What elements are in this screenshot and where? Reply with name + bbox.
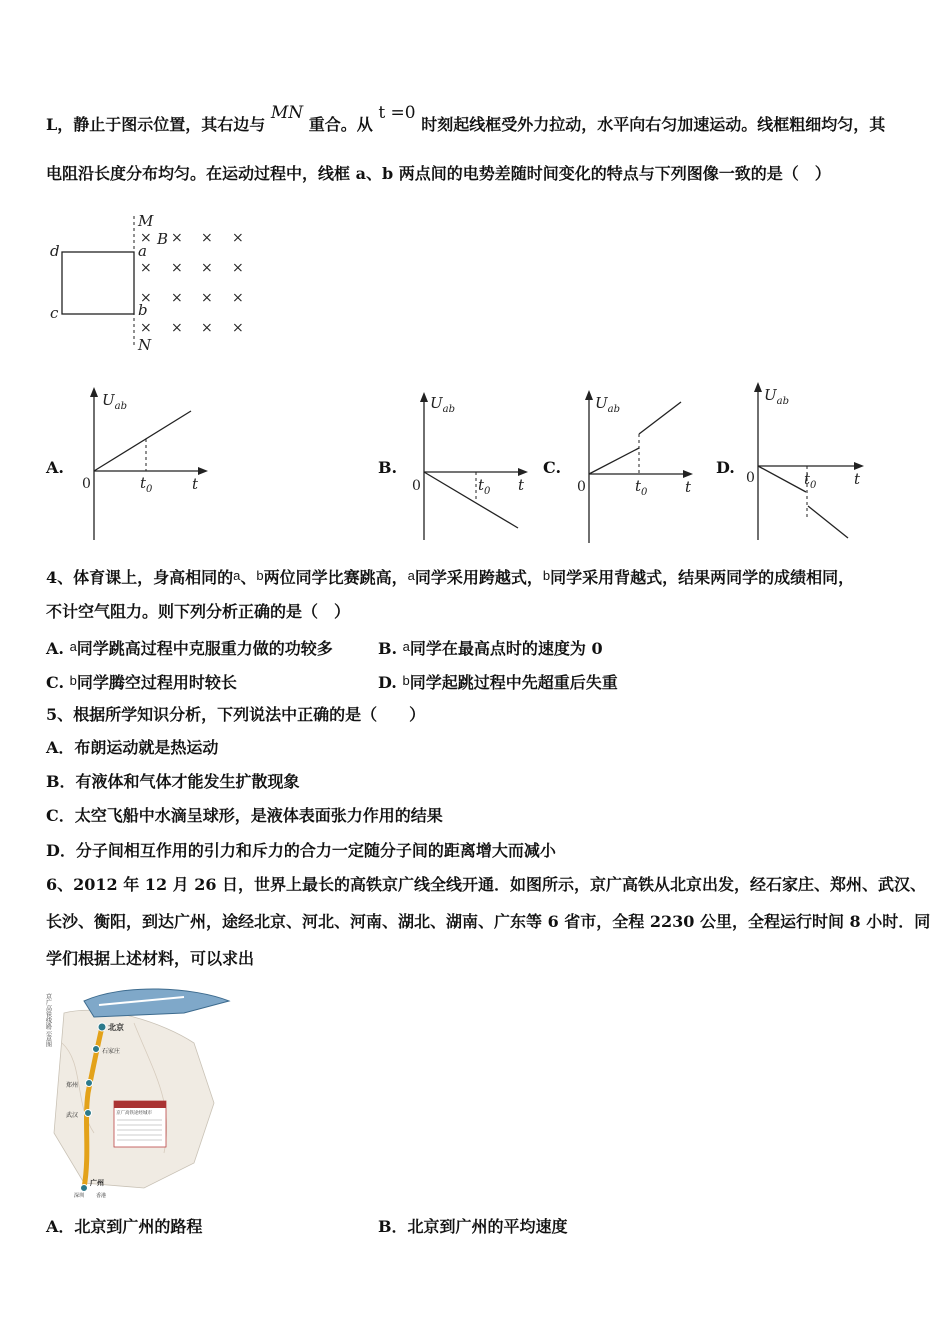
label-b-field: B [157,230,169,248]
q3-stem-line2: 电阻沿长度分布均匀。在运动过程中，线框 a、b 两点间的电势差随时间变化的特点与下列图像一致的是（ ） [46,164,831,183]
var: b [402,673,410,688]
t0-label: $t_0$ [478,476,491,497]
q3-graph-c [573,388,703,548]
option-text: 同学起跳过程中先超重后失重 [409,673,618,692]
q4-stem-line2: 不计空气阻力。则下列分析正确的是（ ） [46,602,351,621]
q6-option-a[interactable]: A．北京到广州的路程 [46,1217,203,1236]
q4-option-c[interactable] [46,670,237,694]
cross: × [140,290,152,306]
wuhan-dot [85,1110,92,1117]
q4-text: 、 [240,568,257,587]
label-d: d [50,242,60,260]
cross: × [201,320,213,336]
y-label: $U_{ab}$ [595,394,621,415]
label-hongkong: 香港 [96,1193,107,1199]
q5-option-b[interactable]: B．有液体和气体才能发生扩散现象 [46,772,300,791]
guangzhou-dot [81,1185,88,1192]
cross: × [171,260,183,276]
x-label: t [192,475,199,493]
cross: × [140,260,152,276]
label-b: b [138,301,148,319]
option-text: 同学在最高点时的速度为 0 [409,639,603,658]
q3-option-a-label[interactable]: A. [46,458,64,477]
label-c: c [50,304,59,322]
q6-stem-line3: 学们根据上述材料，可以求出 [46,949,255,968]
cross: × [232,290,244,306]
q4-text: 两位同学比赛跳高， [263,568,408,587]
origin-label: 0 [82,476,91,492]
x-label: t [685,478,692,496]
t0-label: $t_0$ [140,474,153,495]
q3-option-b-label[interactable]: B. [378,458,398,477]
q3-mn: MN [270,103,304,123]
zhengzhou-dot [86,1080,93,1087]
q3-option-d-label[interactable]: D. [716,458,735,477]
q5-option-d[interactable]: D．分子间相互作用的引力和斥力的合力一定随分子间的距离增大而减小 [46,841,556,860]
label-m: M [138,212,154,230]
cross: × [140,230,152,246]
cross: × [232,260,244,276]
q3-text: L，静止于图示位置，其右边与 [46,115,266,134]
q4-text: 同学采用跨越式， [414,568,543,587]
option-letter: D. [378,673,397,692]
q3-t0: t =0 [378,103,416,123]
x-arrow [198,467,208,475]
var: b [69,673,77,688]
graph-line-2 [639,402,681,434]
y-arrow [90,387,98,397]
label-shenzhen: 深圳 [74,1193,85,1199]
q5-option-a[interactable]: A．布朗运动就是热运动 [46,738,219,757]
wire-frame [62,252,134,314]
graph-line-1 [758,466,806,492]
cross: × [140,320,152,336]
x-arrow [518,468,528,476]
q6-option-b[interactable]: B．北京到广州的平均速度 [378,1217,568,1236]
q4-option-b[interactable] [378,636,603,660]
info-box-title: 京广高铁途经城市 [116,1111,152,1116]
var-b: b [542,568,551,583]
graph-line [424,472,518,528]
origin-label: 0 [412,478,421,494]
info-box-header [114,1101,166,1108]
x-label: t [854,470,861,488]
cross: × [171,290,183,306]
cross: × [171,230,183,246]
x-label: t [518,476,525,494]
cross: × [232,230,244,246]
var: a [69,639,77,654]
y-arrow [420,392,428,402]
t0-label: $t_0$ [804,470,817,491]
cross: × [201,260,213,276]
option-letter: B. [378,639,398,658]
graph-line [94,411,191,471]
q4-stem-line1 [46,565,854,589]
label-beijing: 北京 [108,1022,124,1032]
graph-line-1 [589,448,639,474]
y-arrow [585,390,593,400]
q4-text: 4、体育课上，身高相同的 [46,568,234,587]
x-arrow [683,470,693,478]
var: a [402,639,410,654]
origin-label: 0 [746,470,755,486]
y-label: $U_{ab}$ [430,394,456,415]
graph-line-2 [808,506,848,538]
cross: × [201,230,213,246]
cross: × [201,290,213,306]
option-text: 同学跳高过程中克服重力做的功较多 [76,639,333,658]
field-crosses [140,230,244,336]
var-a: a [233,568,241,583]
label-zhengzhou: 郑州 [66,1082,79,1089]
y-label: $U_{ab}$ [764,386,790,407]
t0-label: $t_0$ [635,477,648,498]
q3-field-figure [50,208,260,358]
q6-railway-map [44,983,232,1199]
q3-stem-line1 [46,103,886,136]
q3-option-c-label[interactable]: C. [543,458,562,477]
shijiazhuang-dot [93,1046,100,1053]
q4-option-d[interactable] [378,670,618,694]
q4-option-a[interactable] [46,636,333,660]
option-letter: A. [46,639,64,658]
q4-text: 同学采用背越式，结果两同学的成绩相同， [550,568,855,587]
label-a: a [138,242,147,260]
label-wuhan: 武汉 [66,1112,79,1119]
y-label: $U_{ab}$ [102,391,128,412]
label-guangzhou: 广州 [90,1178,104,1187]
x-arrow [854,462,864,470]
q5-stem: 5、根据所学知识分析，下列说法中正确的是（ ） [46,705,426,724]
cross: × [232,320,244,336]
origin-label: 0 [577,479,586,495]
option-letter: C. [46,673,65,692]
map-side-title: 京广高铁线路示意图 [44,993,52,1047]
label-n: N [138,336,152,354]
q3-graph-a [78,385,218,545]
q6-stem-line1: 6、2012 年 12 月 26 日，世界上最长的高铁京广线全线开通．如图所示，京广高铁从北京出发，经石家庄、郑州、武汉、 [46,875,927,894]
var-a: a [407,568,415,583]
y-arrow [754,382,762,392]
q5-option-c[interactable]: C．太空飞船中水滴呈球形，是液体表面张力作用的结果 [46,806,443,825]
q6-stem-line2: 长沙、衡阳，到达广州，途经北京、河北、河南、湖北、湖南、广东等 6 省市，全程 2230 公里，全程运行时间 8 小时．同 [46,912,931,931]
q3-text: 重合。从 [308,115,373,134]
q3-graph-b [408,390,538,550]
q3-text: 时刻起线框受外力拉动，水平向右匀加速运动。线框粗细均匀，其 [421,115,886,134]
beijing-dot [98,1023,106,1031]
q3-graph-d [742,380,872,550]
label-shijiazhuang: 石家庄 [102,1048,121,1055]
cross: × [171,320,183,336]
option-text: 同学腾空过程用时较长 [76,673,237,692]
var-b: b [256,568,264,583]
